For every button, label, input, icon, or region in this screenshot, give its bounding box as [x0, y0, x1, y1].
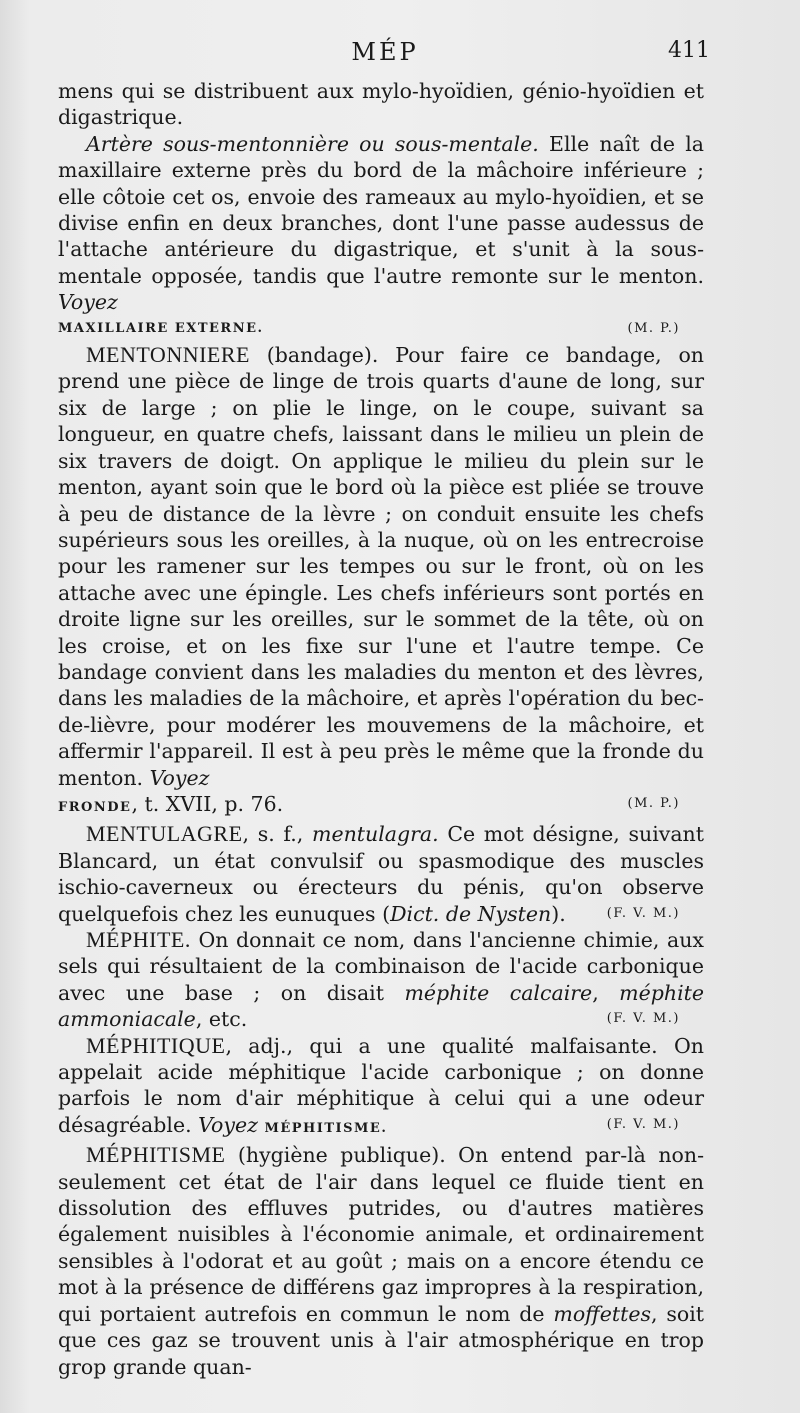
- paragraph-text: mens qui se distribuent aux mylo-hyoïdien, génio-hyoïdien et digastrique.: [58, 79, 704, 130]
- author-signature: (F. V. M.): [606, 1011, 680, 1027]
- entry-mephitisme: [58, 1142, 704, 1380]
- entry-term: MENTULAGRE: [86, 821, 243, 847]
- cross-reference-group: [58, 791, 283, 821]
- cross-reference: MAXILLAIRE EXTERNE.: [58, 320, 264, 336]
- entry-text: , etc.: [195, 1007, 248, 1032]
- entry-text: , adj., qui a une qualité malfaisante. On appelait acide méphitique l'acide carbonique ; on donne parfois le nom d'air méphitique à celui qui a une odeur désagréable.: [58, 1033, 704, 1137]
- entry-mentonniere: [58, 342, 704, 791]
- entry-text: ).: [551, 901, 566, 926]
- author-signature: (M. P.): [627, 795, 680, 811]
- cross-reference-detail: , t. XVII, p. 76.: [131, 791, 284, 816]
- author-signature: (M. P.): [627, 320, 680, 336]
- entry-text: (bandage). Pour faire ce bandage, on prend une pièce de linge de trois quarts d'aune de long, sur six de large ; on plie le linge, on le coupe, suivant sa longueur, en quatre chefs, laissant dans le milieu un plein de six travers de doigt. On applique le milieu du plein sur le menton, ayant soin que le bord où la pièce est pliée se trouve à peu de distance de la lèvre ; on conduit ensuite les chefs supérieurs sous les oreilles, à la nuque, où on les entrecroise pour les ramener sur les tempes ou sur le front, où on les attache avec une épingle. Les chefs inférieurs sont portés en droite ligne sur les oreilles, sur le sommet de la tête, où on les croise, et on les fixe sur l'une et l'autre tempe. Ce bandage convient dans les maladies du menton et des lèvres, dans les maladies de la mâchoire, et après l'opération du bec-de-lièvre, pour modérer les mouvemens de la mâchoire, et affermir l'appareil. Il est à peu près le même que la fronde du menton.: [58, 343, 704, 790]
- cross-reference: MÉPHITISME.: [264, 1120, 388, 1136]
- entry-term: MÉPHITIQUE: [86, 1032, 226, 1058]
- entry-text: ,: [592, 980, 620, 1005]
- voyez-label: Voyez: [58, 290, 118, 315]
- example-term: méphite ammoniacale: [58, 980, 704, 1032]
- latin-term: mentulagra.: [312, 822, 439, 847]
- author-signature: (F. V. M.): [606, 1116, 680, 1132]
- page-number: 411: [668, 38, 710, 63]
- cross-reference-line: [58, 316, 704, 342]
- entry-text: Elle naît de la maxillaire externe près du bord de la mâchoire inférieure ; elle côtoie cet os, envoie des rameaux au mylo-hyoïdien, et se divise enfin en deux branches, dont l'une passe audessus de l'attache antérieure du digastrique, et s'unit à la sous-mentale opposée, tandis que l'autre remonte sur le menton.: [58, 131, 704, 288]
- entry-term: Artère sous-mentonnière ou sous-mentale.: [86, 131, 539, 156]
- entry-text: On donnait ce nom, dans l'ancienne chimie, aux sels qui résultaient de la combinaison de l'acide carbonique avec une base ; on disait: [58, 928, 704, 1005]
- entry-text: , s. f.,: [242, 822, 312, 847]
- running-head: MÉP: [351, 38, 419, 66]
- page-header: [60, 38, 710, 74]
- page-body: [58, 78, 704, 1380]
- cross-reference: FRONDE: [58, 799, 132, 815]
- author-signature: (F. V. M.): [606, 905, 680, 921]
- citation: Dict. de Nysten: [390, 901, 552, 926]
- paragraph-continuation: [58, 78, 704, 131]
- entry-text: Ce mot désigne, suivant Blancard, un état convulsif ou spasmodique des muscles ischio-caverneux ou érecteurs du pénis, qu'on observe quelquefois chez les eunuques (: [58, 822, 704, 926]
- entry-mephite: [58, 927, 704, 1033]
- entry-term: MÉPHITISME: [86, 1142, 226, 1168]
- entry-mephitique: [58, 1033, 704, 1143]
- entry-text: , soit que ces gaz se trouvent unis à l'air atmosphérique en trop grop grande quan-: [58, 1301, 704, 1379]
- example-term: méphite calcaire: [404, 980, 593, 1005]
- voyez-label: Voyez: [149, 765, 210, 790]
- voyez-label: Voyez: [198, 1112, 258, 1137]
- entry-term: MÉPHITE.: [86, 927, 191, 952]
- old-term: moffettes: [553, 1301, 651, 1326]
- entry-text: (hygiène publique). On entend par-là non-seulement cet état de l'air dans lequel ce fluide tient en dissolution des effluves putrides, ou d'autres matières également nuisibles à l'économie animale, et ordinairement sensibles à l'odorat et au goût ; mais on a encore étendu ce mot à la présence de différens gaz impropres à la respiration, qui portaient autrefois en commun le nom de: [58, 1143, 704, 1326]
- entry-mentulagre: [58, 821, 704, 927]
- entry-term: MENTONNIERE: [86, 342, 250, 368]
- entry-artere-sous-mentonniere: [58, 131, 704, 316]
- cross-reference-line: [58, 791, 704, 821]
